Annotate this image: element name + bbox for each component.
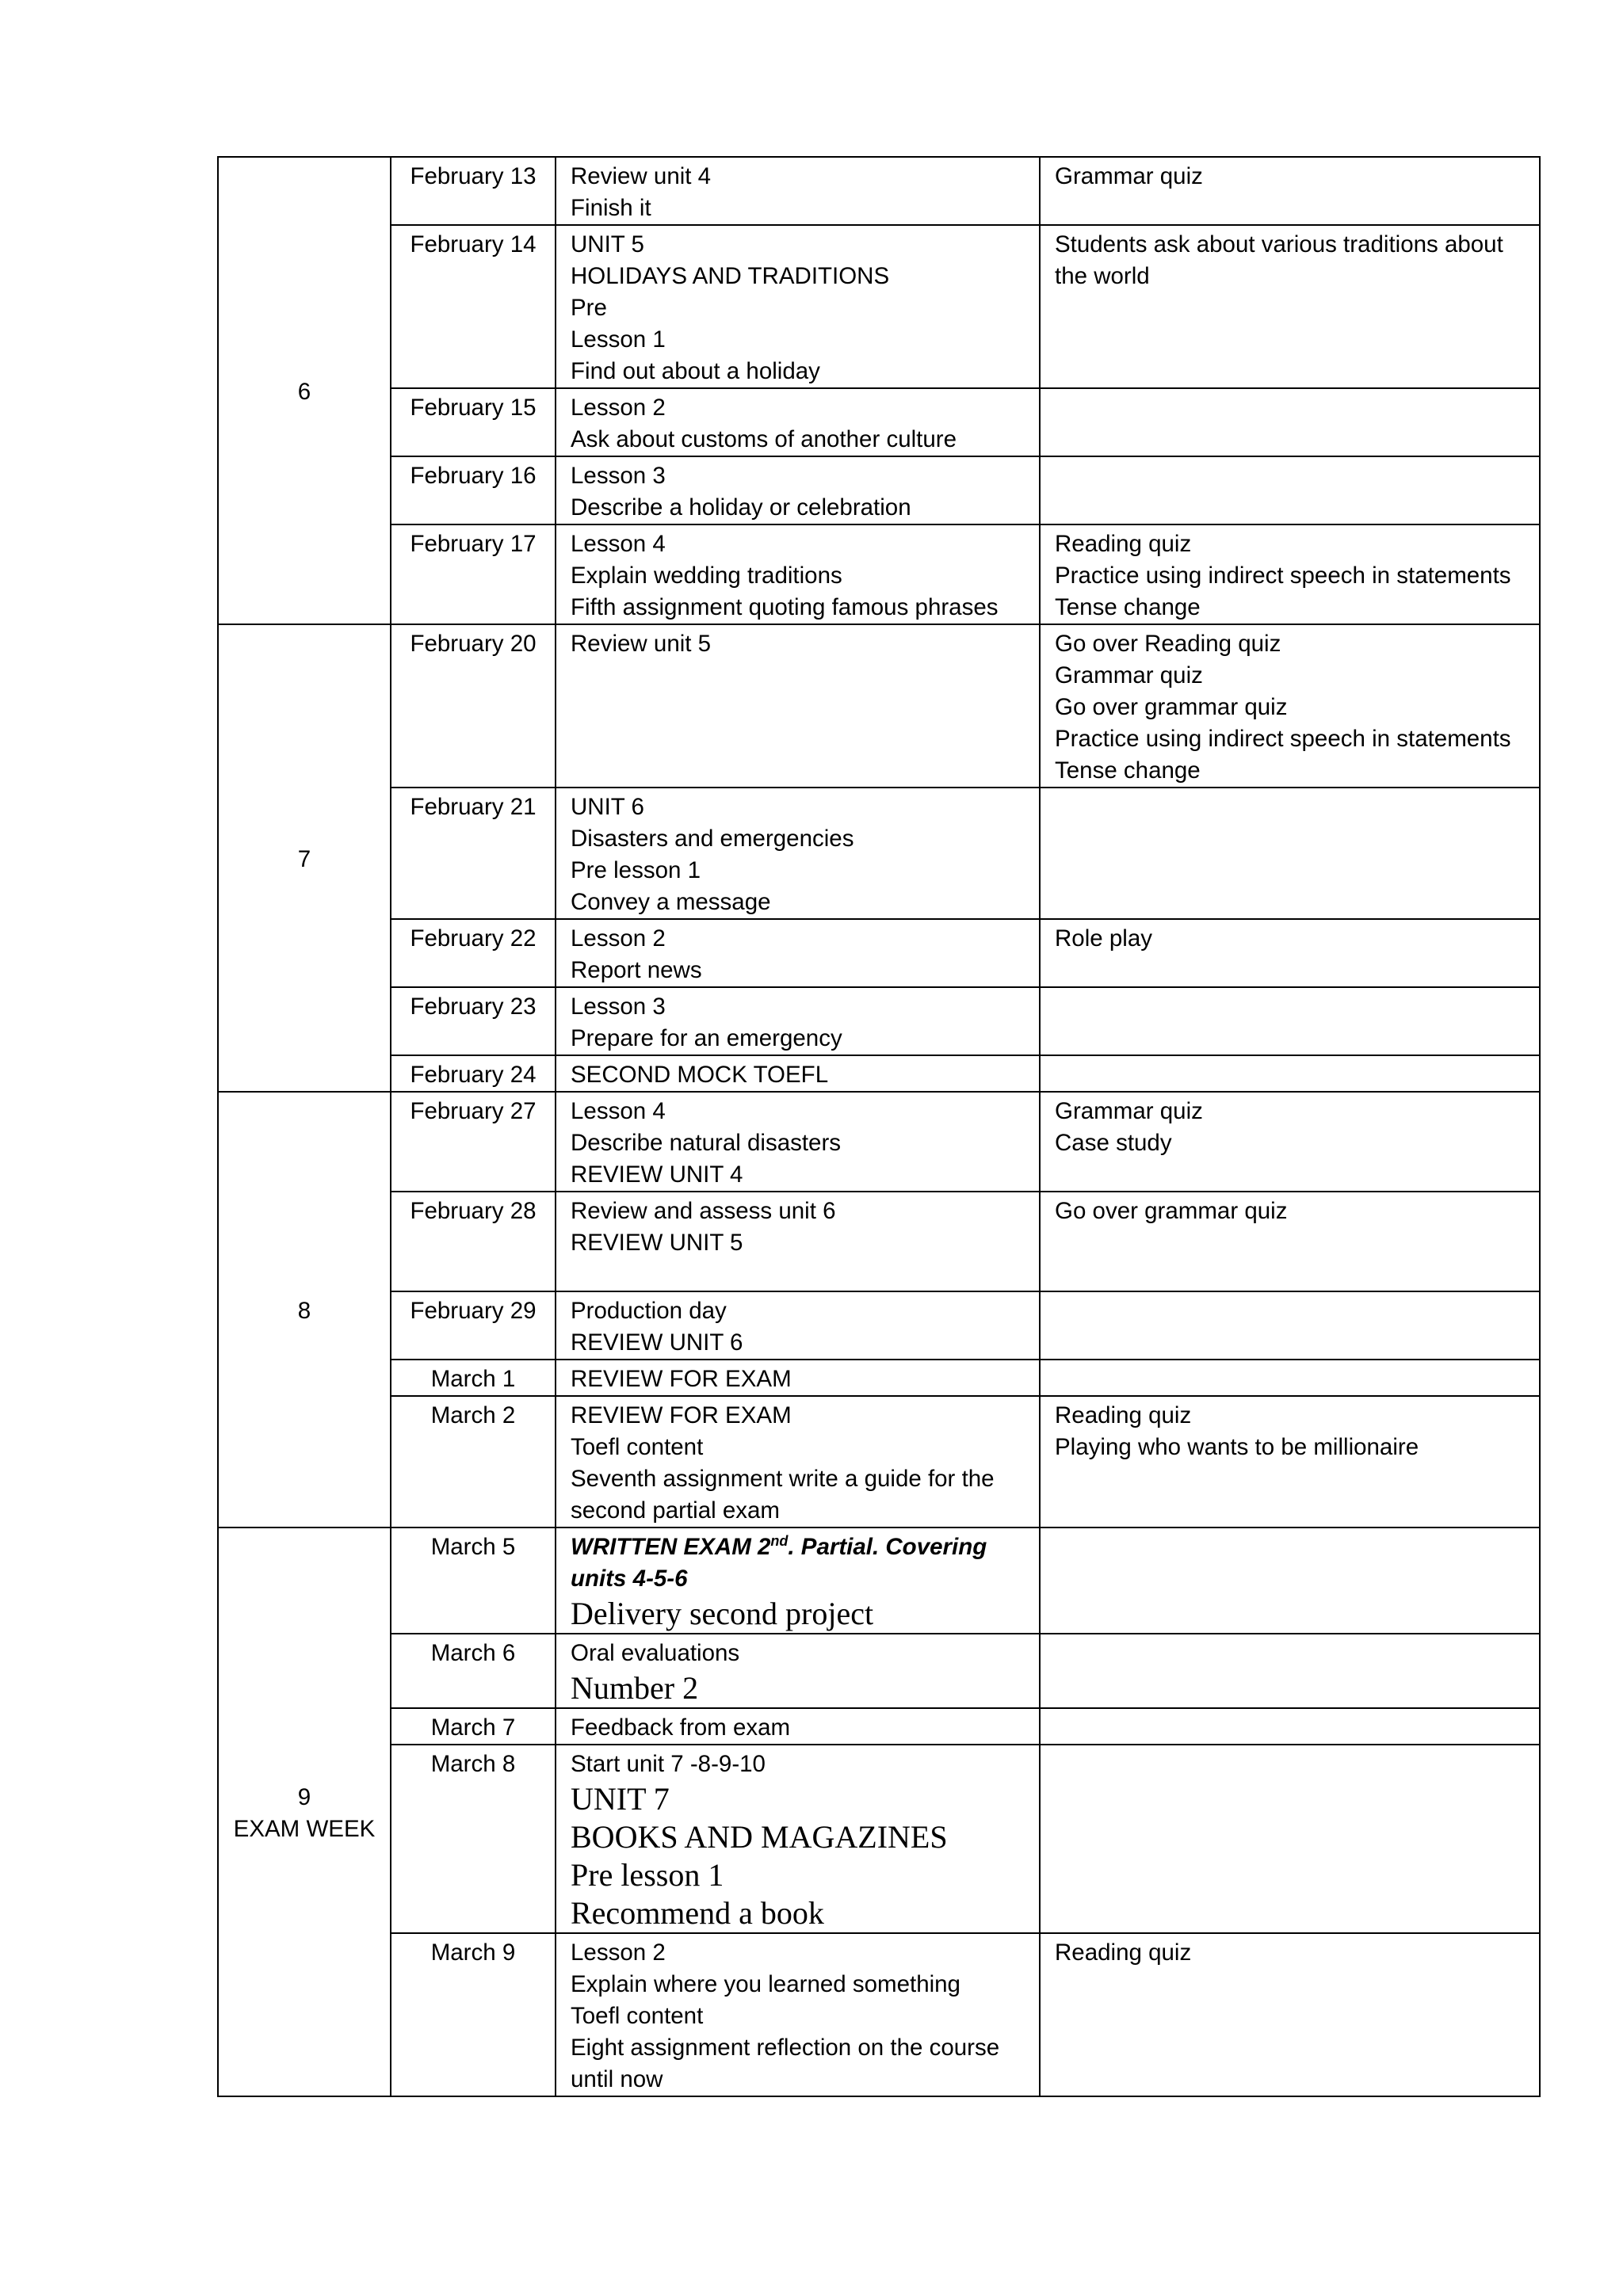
text-line: UNIT 7 bbox=[571, 1781, 670, 1817]
text-line: February 27 bbox=[410, 1098, 537, 1124]
text-line: Ask about customs of another culture bbox=[571, 426, 957, 452]
table-row bbox=[218, 1745, 1540, 1933]
date-cell bbox=[391, 1291, 556, 1360]
text-line: March 9 bbox=[430, 1939, 516, 1966]
text-line: Pre bbox=[571, 295, 607, 321]
text-line: Grammar quiz bbox=[1055, 1098, 1203, 1124]
text-line: Lesson 2 bbox=[571, 1939, 666, 1966]
week-cell bbox=[218, 624, 391, 1092]
topic-cell bbox=[556, 524, 1040, 624]
text-line: February 20 bbox=[410, 631, 537, 657]
topic-cell bbox=[556, 1092, 1040, 1192]
table-row bbox=[218, 524, 1540, 624]
text-line: Describe natural disasters bbox=[571, 1130, 842, 1156]
text-line: HOLIDAYS AND TRADITIONS bbox=[571, 263, 890, 289]
topic-cell bbox=[556, 1291, 1040, 1360]
date-cell bbox=[391, 456, 556, 524]
activities-cell bbox=[1040, 524, 1540, 624]
activities-cell bbox=[1040, 1933, 1540, 2096]
date-cell bbox=[391, 1192, 556, 1291]
text-line: UNIT 5 bbox=[571, 231, 644, 257]
table-row bbox=[218, 1396, 1540, 1527]
text-line: Lesson 2 bbox=[571, 395, 666, 421]
text-line: March 1 bbox=[430, 1366, 516, 1392]
text-line: EXAM WEEK bbox=[233, 1816, 376, 1842]
text-line: Recommend a book bbox=[571, 1895, 824, 1931]
text-line: February 29 bbox=[410, 1298, 537, 1324]
table-row bbox=[218, 624, 1540, 788]
date-cell bbox=[391, 1933, 556, 2096]
week-cell bbox=[218, 1527, 391, 2096]
text-line: Tense change bbox=[1055, 594, 1201, 620]
text-line: Report news bbox=[571, 957, 702, 983]
text-line: 8 bbox=[297, 1298, 311, 1324]
topic-cell bbox=[556, 157, 1040, 225]
text-line: BOOKS AND MAGAZINES bbox=[571, 1819, 948, 1855]
text-line: Find out about a holiday bbox=[571, 358, 820, 384]
text-line: February 13 bbox=[410, 163, 537, 189]
text-line: REVIEW FOR EXAM bbox=[571, 1402, 792, 1428]
activities-cell bbox=[1040, 1745, 1540, 1933]
text-line: February 17 bbox=[410, 531, 537, 557]
topic-cell bbox=[556, 1708, 1040, 1745]
text-line: Pre lesson 1 bbox=[571, 1857, 724, 1893]
week-cell bbox=[218, 157, 391, 624]
date-cell bbox=[391, 1708, 556, 1745]
text-line: February 24 bbox=[410, 1062, 537, 1088]
text-line: Production day bbox=[571, 1298, 727, 1324]
topic-cell bbox=[556, 1360, 1040, 1396]
topic-cell bbox=[556, 1396, 1040, 1527]
activities-cell bbox=[1040, 1092, 1540, 1192]
text-line: Explain where you learned something bbox=[571, 1971, 960, 1997]
text-line: Feedback from exam bbox=[571, 1714, 791, 1741]
exam-title-main: WRITTEN EXAM 2 bbox=[571, 1534, 771, 1560]
exam-title bbox=[571, 1531, 1034, 1563]
text-line: Number 2 bbox=[571, 1670, 699, 1706]
text-line: February 23 bbox=[410, 994, 537, 1020]
text-line: February 15 bbox=[410, 395, 537, 421]
date-cell bbox=[391, 987, 556, 1055]
activities-cell bbox=[1040, 1360, 1540, 1396]
activities-cell bbox=[1040, 1634, 1540, 1708]
table-row bbox=[218, 788, 1540, 919]
activities-cell bbox=[1040, 388, 1540, 456]
text-line: Lesson 4 bbox=[571, 531, 666, 557]
date-cell bbox=[391, 788, 556, 919]
text-line: REVIEW UNIT 5 bbox=[571, 1230, 743, 1256]
week-cell bbox=[218, 1092, 391, 1527]
text-line: until now bbox=[571, 2066, 663, 2092]
exam-title-rest: . Partial. Covering bbox=[788, 1534, 987, 1560]
activities-cell bbox=[1040, 1396, 1540, 1527]
course-schedule-table bbox=[217, 156, 1541, 2097]
text-line: 6 bbox=[297, 379, 311, 405]
text-line bbox=[571, 1259, 1034, 1291]
text-line: Lesson 3 bbox=[571, 994, 666, 1020]
topic-cell bbox=[556, 388, 1040, 456]
table-row bbox=[218, 919, 1540, 987]
table-row bbox=[218, 1527, 1540, 1634]
text-line: Go over grammar quiz bbox=[1055, 694, 1288, 720]
text-line: REVIEW UNIT 4 bbox=[571, 1161, 743, 1188]
text-line: Pre lesson 1 bbox=[571, 857, 701, 883]
text-line: March 7 bbox=[430, 1714, 516, 1741]
topic-cell bbox=[556, 624, 1040, 788]
text-line: Disasters and emergencies bbox=[571, 826, 854, 852]
text-line: Reading quiz bbox=[1055, 531, 1192, 557]
text-line: Lesson 4 bbox=[571, 1098, 666, 1124]
text-line: Playing who wants to be millionaire bbox=[1055, 1434, 1419, 1460]
text-line: Reading quiz bbox=[1055, 1939, 1192, 1966]
text-line: Convey a message bbox=[571, 889, 771, 915]
text-line: February 22 bbox=[410, 925, 537, 952]
date-cell bbox=[391, 1055, 556, 1092]
text-line: Grammar quiz bbox=[1055, 163, 1203, 189]
activities-cell bbox=[1040, 987, 1540, 1055]
text-line: Describe a holiday or celebration bbox=[571, 494, 911, 521]
activities-cell bbox=[1040, 1055, 1540, 1092]
date-cell bbox=[391, 388, 556, 456]
text-line: Practice using indirect speech in statements bbox=[1055, 726, 1511, 752]
text-line: units 4-5-6 bbox=[571, 1566, 688, 1592]
topic-cell bbox=[556, 1745, 1040, 1933]
table-row bbox=[218, 388, 1540, 456]
topic-cell bbox=[556, 1055, 1040, 1092]
activities-cell bbox=[1040, 456, 1540, 524]
table-row bbox=[218, 1192, 1540, 1291]
text-line: February 14 bbox=[410, 231, 537, 257]
text-line: Explain wedding traditions bbox=[571, 563, 842, 589]
text-line: Review unit 5 bbox=[571, 631, 712, 657]
text-line: Oral evaluations bbox=[571, 1640, 740, 1666]
table-row bbox=[218, 157, 1540, 225]
date-cell bbox=[391, 1745, 556, 1933]
text-line: 9 bbox=[297, 1784, 311, 1810]
table-row bbox=[218, 1092, 1540, 1192]
text-line: the world bbox=[1055, 263, 1150, 289]
text-line: February 28 bbox=[410, 1198, 537, 1224]
date-cell bbox=[391, 1527, 556, 1634]
table-row bbox=[218, 1055, 1540, 1092]
text-line: Seventh assignment write a guide for the bbox=[571, 1466, 995, 1492]
text-line: Students ask about various traditions about bbox=[1055, 231, 1503, 257]
text-line: Case study bbox=[1055, 1130, 1172, 1156]
text-line: March 8 bbox=[430, 1751, 516, 1777]
text-line: REVIEW UNIT 6 bbox=[571, 1329, 743, 1356]
topic-cell bbox=[556, 1527, 1040, 1634]
date-cell bbox=[391, 524, 556, 624]
topic-cell bbox=[556, 1933, 1040, 2096]
table-row bbox=[218, 987, 1540, 1055]
text-line: Role play bbox=[1055, 925, 1152, 952]
date-cell bbox=[391, 1360, 556, 1396]
text-line: Start unit 7 -8-9-10 bbox=[571, 1751, 766, 1777]
text-line: Finish it bbox=[571, 195, 651, 221]
text-line: February 21 bbox=[410, 794, 537, 820]
date-cell bbox=[391, 919, 556, 987]
text-line: Lesson 2 bbox=[571, 925, 666, 952]
date-cell bbox=[391, 1634, 556, 1708]
date-cell bbox=[391, 624, 556, 788]
topic-cell bbox=[556, 987, 1040, 1055]
topic-cell bbox=[556, 456, 1040, 524]
activities-cell bbox=[1040, 225, 1540, 388]
text-line: Review unit 4 bbox=[571, 163, 712, 189]
date-cell bbox=[391, 225, 556, 388]
activities-cell bbox=[1040, 1291, 1540, 1360]
text-line: SECOND MOCK TOEFL bbox=[571, 1062, 829, 1088]
text-line: Review and assess unit 6 bbox=[571, 1198, 836, 1224]
table-row bbox=[218, 1933, 1540, 2096]
activities-cell bbox=[1040, 157, 1540, 225]
text-line: Toefl content bbox=[571, 1434, 704, 1460]
text-line: Reading quiz bbox=[1055, 1402, 1192, 1428]
text-line: REVIEW FOR EXAM bbox=[571, 1366, 792, 1392]
exam-title-sup: nd bbox=[770, 1533, 789, 1550]
text-line: Go over Reading quiz bbox=[1055, 631, 1281, 657]
activities-cell bbox=[1040, 1708, 1540, 1745]
activities-cell bbox=[1040, 1527, 1540, 1634]
text-line: March 6 bbox=[430, 1640, 516, 1666]
topic-cell bbox=[556, 919, 1040, 987]
text-line: Go over grammar quiz bbox=[1055, 1198, 1288, 1224]
text-line: Eight assignment reflection on the course bbox=[571, 2035, 1000, 2061]
text-line: Lesson 1 bbox=[571, 326, 666, 353]
text-line: Tense change bbox=[1055, 757, 1201, 784]
table-row bbox=[218, 1708, 1540, 1745]
text-line: March 5 bbox=[430, 1534, 516, 1560]
date-cell bbox=[391, 1092, 556, 1192]
topic-cell bbox=[556, 1634, 1040, 1708]
text-line: Delivery second project bbox=[571, 1596, 874, 1631]
activities-cell bbox=[1040, 1192, 1540, 1291]
text-line: Grammar quiz bbox=[1055, 662, 1203, 688]
text-line: March 2 bbox=[430, 1402, 516, 1428]
text-line: February 16 bbox=[410, 463, 537, 489]
text-line: 7 bbox=[297, 846, 311, 872]
table-row bbox=[218, 1634, 1540, 1708]
date-cell bbox=[391, 1396, 556, 1527]
table-row bbox=[218, 1360, 1540, 1396]
activities-cell bbox=[1040, 788, 1540, 919]
text-line: second partial exam bbox=[571, 1497, 781, 1524]
topic-cell bbox=[556, 225, 1040, 388]
text-line: Prepare for an emergency bbox=[571, 1025, 842, 1051]
text-line: Lesson 3 bbox=[571, 463, 666, 489]
text-line: Practice using indirect speech in statements bbox=[1055, 563, 1511, 589]
topic-cell bbox=[556, 788, 1040, 919]
table-row bbox=[218, 1291, 1540, 1360]
table-row bbox=[218, 225, 1540, 388]
table-row bbox=[218, 456, 1540, 524]
activities-cell bbox=[1040, 624, 1540, 788]
date-cell bbox=[391, 157, 556, 225]
text-line: Toefl content bbox=[571, 2003, 704, 2029]
text-line: UNIT 6 bbox=[571, 794, 644, 820]
text-line: Fifth assignment quoting famous phrases bbox=[571, 594, 999, 620]
topic-cell bbox=[556, 1192, 1040, 1291]
activities-cell bbox=[1040, 919, 1540, 987]
